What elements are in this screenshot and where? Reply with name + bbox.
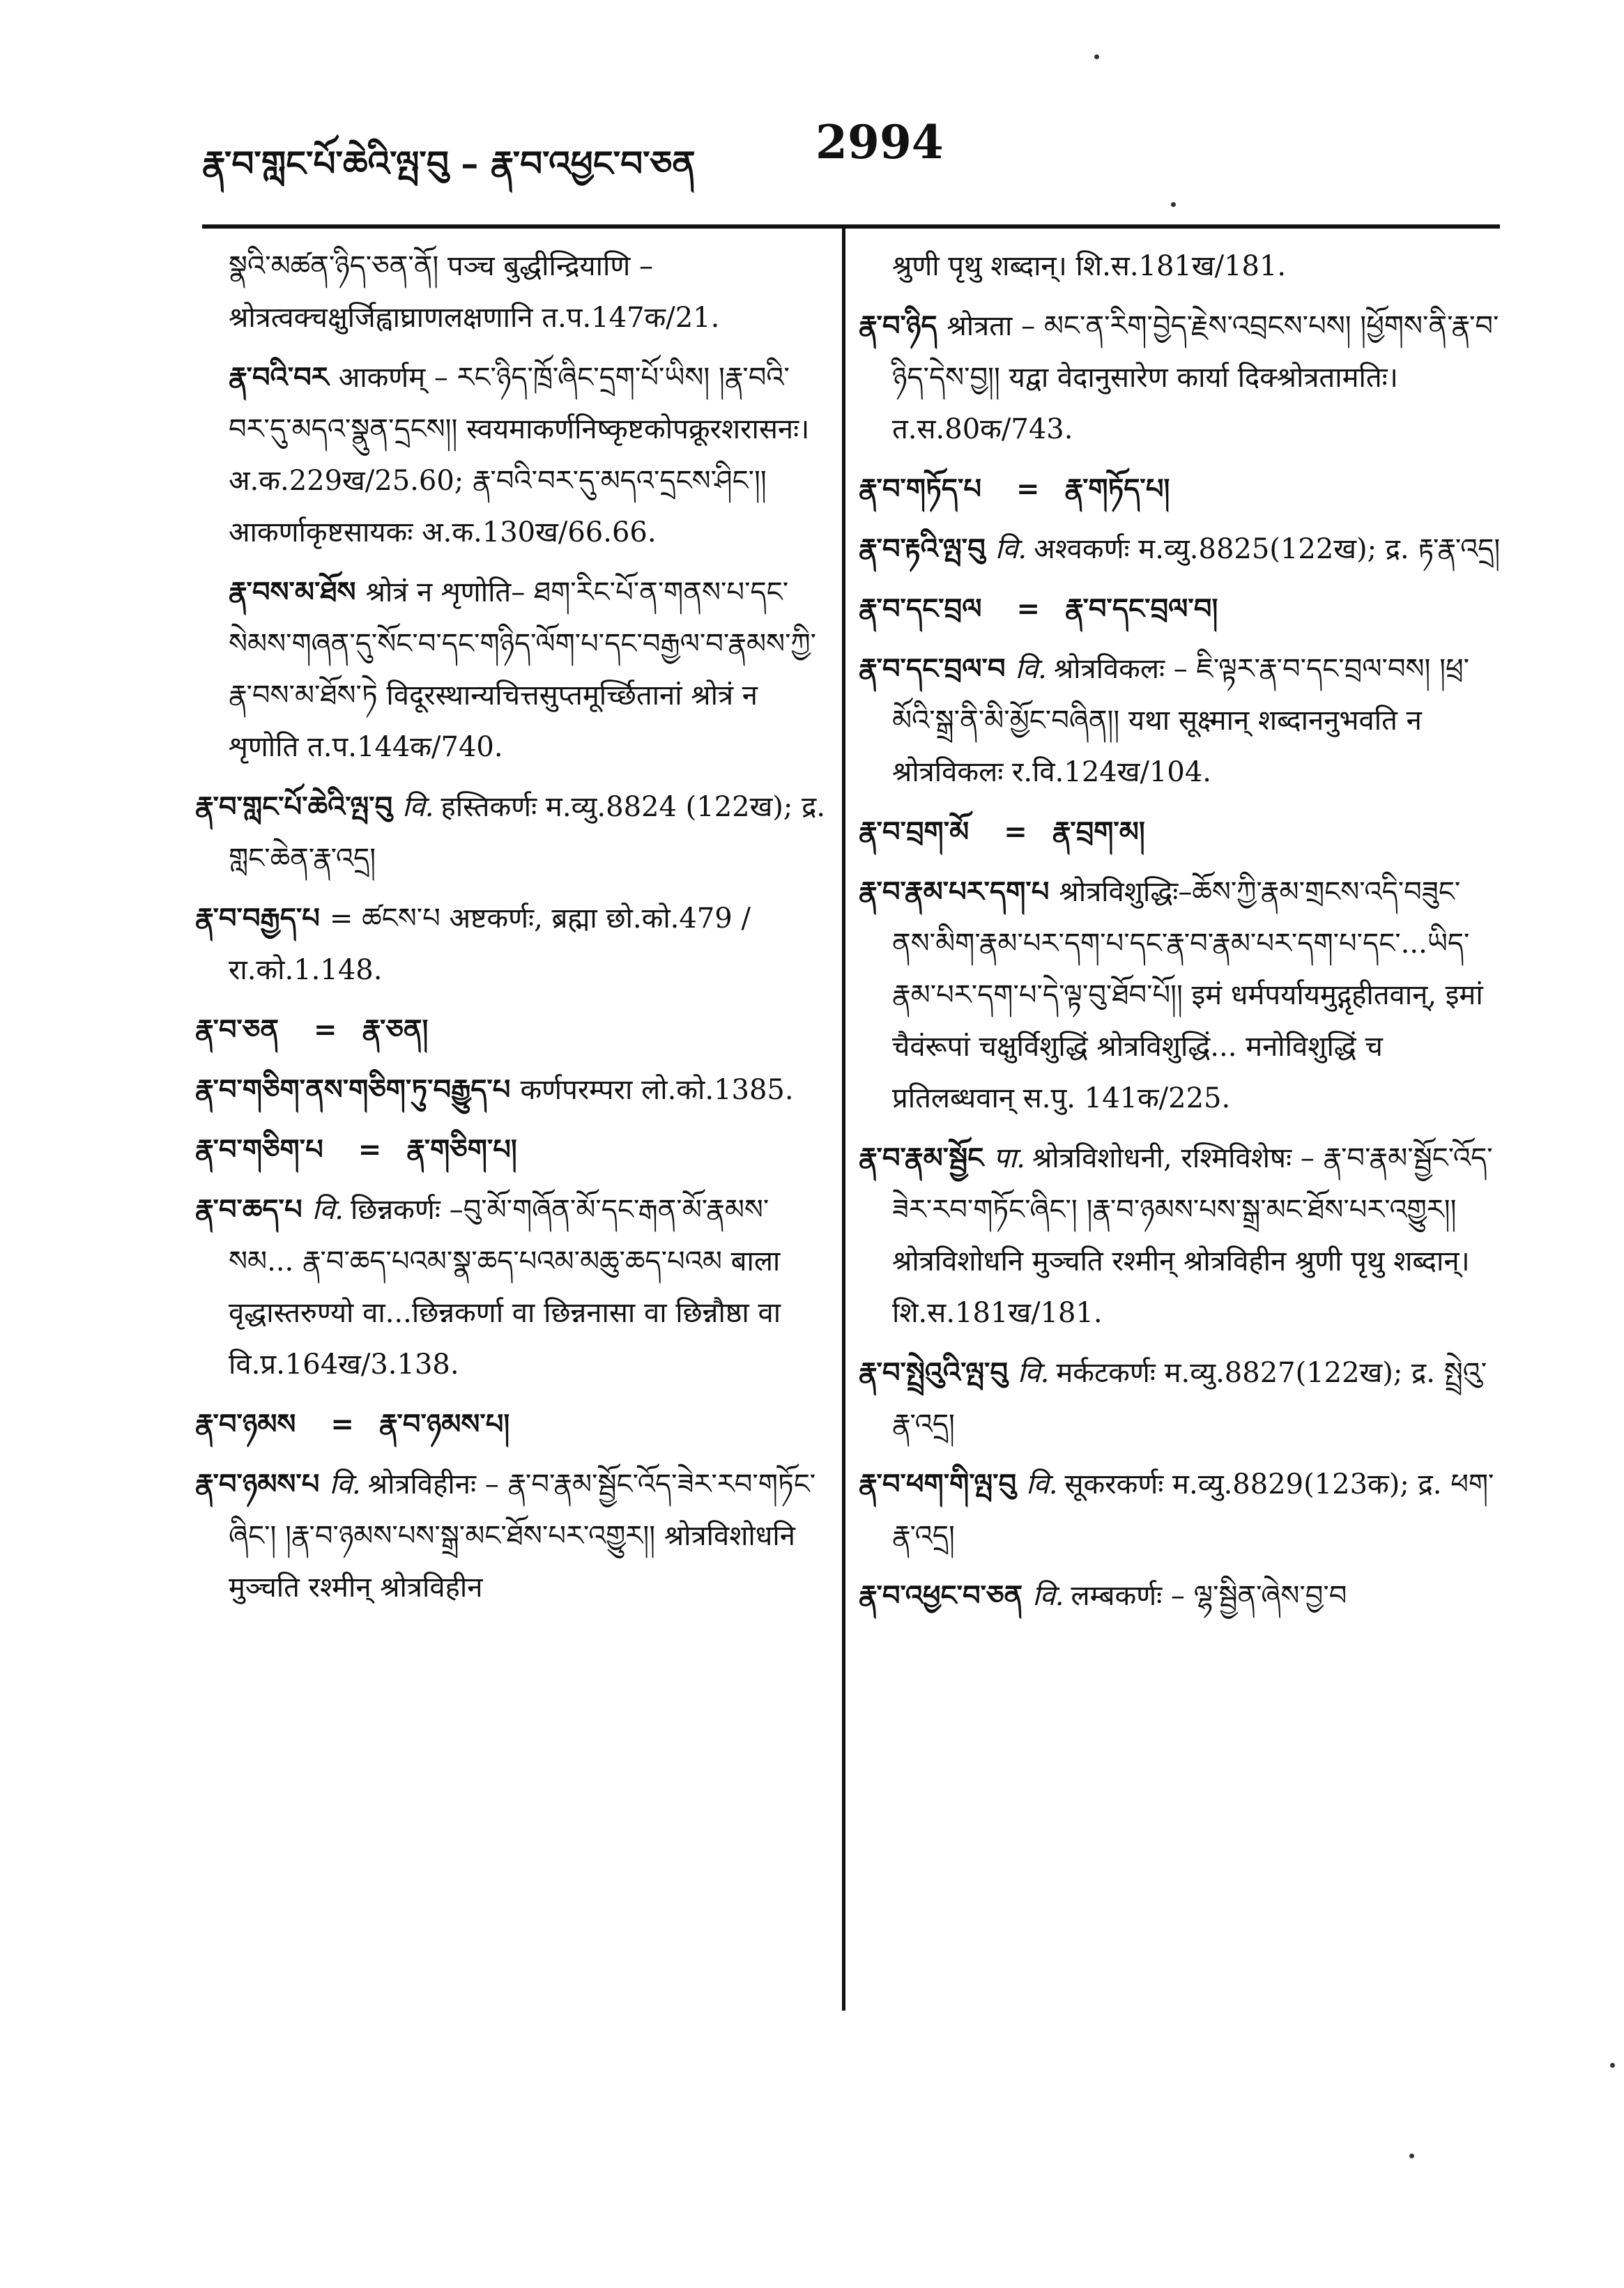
dictionary-entry — [195, 781, 829, 884]
dictionary-entry — [859, 1133, 1503, 1339]
dictionary-entry — [859, 523, 1503, 575]
entry-cross-reference: རྣ་བྲག་མ། — [1052, 815, 1145, 848]
entry-equals: = — [314, 1013, 337, 1046]
column-divider — [842, 227, 845, 2011]
dictionary-entry — [195, 1399, 829, 1450]
dictionary-entry — [859, 583, 1503, 635]
entry-headword: རྣ་བ་ཉིད — [859, 309, 937, 342]
dictionary-entry — [195, 1184, 829, 1390]
dictionary-entry — [859, 866, 1503, 1124]
entry-equals: = — [330, 1408, 354, 1441]
entry-abbreviation: वि. — [995, 533, 1027, 565]
dictionary-entry — [195, 1124, 829, 1176]
dictionary-entry — [195, 1004, 829, 1056]
entry-abbreviation: वि. — [1015, 653, 1047, 685]
entry-abbreviation: वि. — [1018, 1357, 1050, 1389]
entry-abbreviation: वि. — [1026, 1468, 1058, 1500]
dictionary-entry — [859, 300, 1503, 455]
entry-headword: རྣ་བ་རྣམ་སྦྱོང — [859, 1142, 984, 1174]
entry-cross-reference: རྣ་ཅན། — [362, 1013, 429, 1046]
scan-speck — [1094, 54, 1099, 59]
entry-equals: = — [358, 1133, 382, 1166]
entry-headword: རྣ་བ་སྤྲེའུའི་ལྤ་བུ — [859, 1356, 1008, 1389]
entry-equals: = — [1016, 473, 1040, 505]
entry-headword: རྣ་བ་ཕག་གི་ལྤ་བུ — [859, 1468, 1017, 1500]
dictionary-entry — [195, 1064, 829, 1116]
entry-headword: རྣ་བ་གཅིག་ནས་གཅིག་ཏུ་བརྒྱུད་པ — [195, 1073, 511, 1106]
entry-text: लम्बकर्णः – ལྷ་སྦྱིན་ཞེས་བྱ་བ — [1071, 1580, 1347, 1612]
entry-headword: རྣ་བ་དང་བྲལ་བ — [859, 652, 1006, 685]
entry-text: श्रुणी पृथु शब्दान्। शि.स.181ख/181. — [892, 250, 1287, 282]
dictionary-entry — [195, 893, 829, 996]
entry-text: मर्कटकर्णः म.व्यु.8827(122ख); द्र. སྤྲེའུ་རྣ་འདྲ། — [892, 1357, 1487, 1441]
entry-text: छिन्नकर्णः –བུ་མོ་གཞོན་མོ་དང་རྒན་མོ་རྣམས་སམ... རྣ་བ་ཆད་པའམ་སྣ་ཆད་པའམ་མཆུ་ཆད་པའམ बाला वृद्धास्तरुण्यो वा...छिन्नकर्णा वा छिन्ननासा वा छिन्नौष्ठा वा वि.प्र.164ख/3.138. — [229, 1194, 781, 1381]
dictionary-entry — [859, 1347, 1503, 1450]
dictionary-entry — [859, 806, 1503, 858]
entry-headword: རྣ་བ་ཆད་པ — [195, 1193, 302, 1226]
entry-headword: རྣ་བ་རྣམ་པར་དག་པ — [859, 875, 1050, 908]
page-number: 2994 — [815, 115, 944, 169]
dictionary-entry — [195, 352, 829, 558]
entry-text: श्रोत्रविहीनः – རྣ་བ་རྣམ་སྦྱོང་འོད་ཟེར་རབ་གཏོང་ཞིང་། །རྣ་བ་ཉམས་པས་སྒྲ་མང་ཐོས་པར་འགྱུར།། श्रोत्रविशोधनि मुञ्चति रश्मीन् श्रोत्रविहीन — [229, 1468, 816, 1604]
scan-speck — [1610, 2063, 1615, 2068]
entry-abbreviation: वि. — [329, 1468, 361, 1500]
entry-text: श्रोत्रं न शृणोति– ཐག་རིང་པོ་ན་གནས་པ་དང་སེམས་གཞན་དུ་སོང་བ་དང་གཉིད་ལོག་པ་དང་བརྒྱལ་བ་རྣམས་ཀྱི་རྣ་བས་མ་ཐོས་ཏེ विदूरस्थान्यचित्तसुप्तमूर्च्छितानां श्रोत्रं न शृणोति त.प.144क/740. — [229, 576, 817, 763]
entry-headword: རྣ་བས་མ་ཐོས — [229, 576, 356, 608]
entry-headword: རྣ་བ་རྟའི་ལྤ་བུ — [859, 532, 986, 565]
entry-text: अश्वकर्णः म.व्यु.8825(122ख); द्र. རྟ་རྣ་འདྲ། — [1034, 533, 1501, 565]
dictionary-entry — [859, 1459, 1503, 1562]
entry-text: श्रोत्रविशोधनी, रश्मिविशेषः – རྣ་བ་རྣམ་སྦྱོང་འོད་ཟེར་རབ་གཏོང་ཞིང་། །རྣ་བ་ཉམས་པས་སྒྲ་མང་ཐོས་པར་འགྱུར།། श्रोत्रविशोधनि मुञ्चति रश्मीन् श्रोत्रविहीन श्रुणी पृथु शब्दान्। शि.स.181ख/181. — [892, 1142, 1493, 1329]
entry-equals: = — [1004, 815, 1027, 848]
dictionary-entry — [195, 567, 829, 773]
entry-text: श्रोत्रता – མང་ན་རིག་བྱེད་རྗེས་འབྲངས་པས། །ཕྱོགས་ནི་རྣ་བ་ཉིད་དེས་བྱ།། यद्वा वेदानुसारेण कार्या दिक्श्रोत्रतामतिः। त.स.80क/743. — [892, 310, 1499, 445]
scan-speck — [1171, 202, 1176, 207]
entry-headword: རྣ་བ་གཅིག་པ — [195, 1133, 323, 1166]
entry-cross-reference: རྣ་བ་ཉམས་པ། — [378, 1408, 510, 1441]
entry-headword: རྣ་བ་འཕྱང་བ་ཅན — [859, 1579, 1023, 1612]
entry-cross-reference: རྣ་བ་དང་བྲལ་བ། — [1064, 592, 1218, 625]
entry-abbreviation: वि. — [1032, 1580, 1064, 1612]
running-headwords: རྣ་བ་གླང་པོ་ཆེའི་ལྤ་བུ – རྣ་བ་འཕྱང་བ་ཅན — [202, 143, 696, 184]
entry-headword: རྣ་བའི་བར — [229, 361, 329, 394]
entry-text: कर्णपरम्परा लो.को.1385. — [520, 1074, 794, 1106]
header-rule — [202, 224, 1500, 229]
entry-text: आकर्णम् – རང་ཉིད་ཁྲོ་ཞིང་དྲག་པོ་ཡིས། །རྣ་བའི་བར་དུ་མདའ་སྣུན་དྲངས།། स्वयमाकर्णनिष्कृष्टकोपक्रूरशरासनः। अ.क.229ख/25.60; རྣ་བའི་བར་དུ་མདའ་དྲངས་ཤིང་།། आकर्णाकृष्टसायकः अ.क.130ख/66.66. — [229, 362, 810, 548]
entry-abbreviation: वि. — [312, 1194, 344, 1226]
entry-cross-reference: རྣ་གཅིག་པ། — [406, 1133, 517, 1166]
dictionary-entry — [195, 1459, 829, 1613]
dictionary-entry — [859, 1570, 1503, 1622]
dictionary-entry — [859, 463, 1503, 515]
entry-headword: རྣ་བ་བརྒྱད་པ — [195, 902, 320, 935]
entry-cross-reference: རྣ་གཏོད་པ། — [1064, 473, 1170, 505]
page-header — [202, 115, 1499, 192]
entry-headword: རྣ་བ་གཏོད་པ — [859, 473, 981, 505]
entry-headword: རྣ་བ་གླང་པོ་ཆེའི་ལྤ་བུ — [195, 790, 393, 823]
entry-headword: རྣ་བ་ཉམས — [195, 1408, 296, 1441]
entry-headword: རྣ་བ་བྲག་མོ — [859, 815, 970, 848]
entry-equals: = — [1016, 592, 1040, 625]
dictionary-entry — [859, 240, 1503, 292]
right-column — [859, 240, 1503, 2025]
entry-text: = ཚངས་པ अष्टकर्णः, ब्रह्मा छो.को.479 /रा.को.1.148. — [229, 903, 751, 986]
entry-text: श्रोत्रविशुद्धिः–ཆོས་ཀྱི་རྣམ་གྲངས་འདི་བཟུང་ནས་མིག་རྣམ་པར་དག་པ་དང་རྣ་བ་རྣམ་པར་དག་པ་དང་...ཡིད་རྣམ་པར་དག་པ་དེ་ལྟ་བུ་ཐོབ་པོ།། इमं धर्मपर्यायमुद्गृहीतवान्, इमां चैवंरूपां चक्षुर्विशुद्धिं श्रोत्रविशुद्धिं... मनोविशुद्धिं च प्रतिलब्धवान् स.पु. 141क/225. — [892, 876, 1483, 1114]
entry-abbreviation: पा. — [993, 1142, 1025, 1174]
scan-speck — [1409, 2153, 1414, 2158]
entry-headword: རྣ་བ་ཅན — [195, 1013, 279, 1046]
dictionary-entry — [195, 240, 829, 344]
entry-text: सूकरकर्णः म.व्यु.8829(123क); द्र. ཕག་རྣ་འདྲ། — [892, 1468, 1494, 1552]
dictionary-entry — [859, 643, 1503, 798]
entry-text: हस्तिकर्णः म.व्यु.8824 (122ख); द्र. གླང་ཆེན་རྣ་འདྲ། — [229, 791, 826, 875]
entry-headword: རྣ་བ་དང་བྲལ — [859, 592, 982, 625]
left-column — [195, 240, 829, 2025]
entry-text: སྣའི་མཚན་ཉིད་ཅན་ནོ། पञ्च बुद्धीन्द्रियाणि – श्रोत्रत्वक्चक्षुर्जिह्वाघ्राणलक्षणानि त.प.147क/21. — [229, 250, 720, 334]
entry-text: श्रोत्रविकलः – ཇི་ལྟར་རྣ་བ་དང་བྲལ་བས། །ཕྲ་མོའི་སྒྲ་ནི་མི་མྱོང་བཞིན།། यथा सूक्ष्मान् शब्दाननुभवति न श्रोत्रविकलः र.वि.124ख/104. — [892, 653, 1470, 788]
entry-abbreviation: वि. — [402, 791, 434, 823]
entry-headword: རྣ་བ་ཉམས་པ — [195, 1468, 320, 1500]
